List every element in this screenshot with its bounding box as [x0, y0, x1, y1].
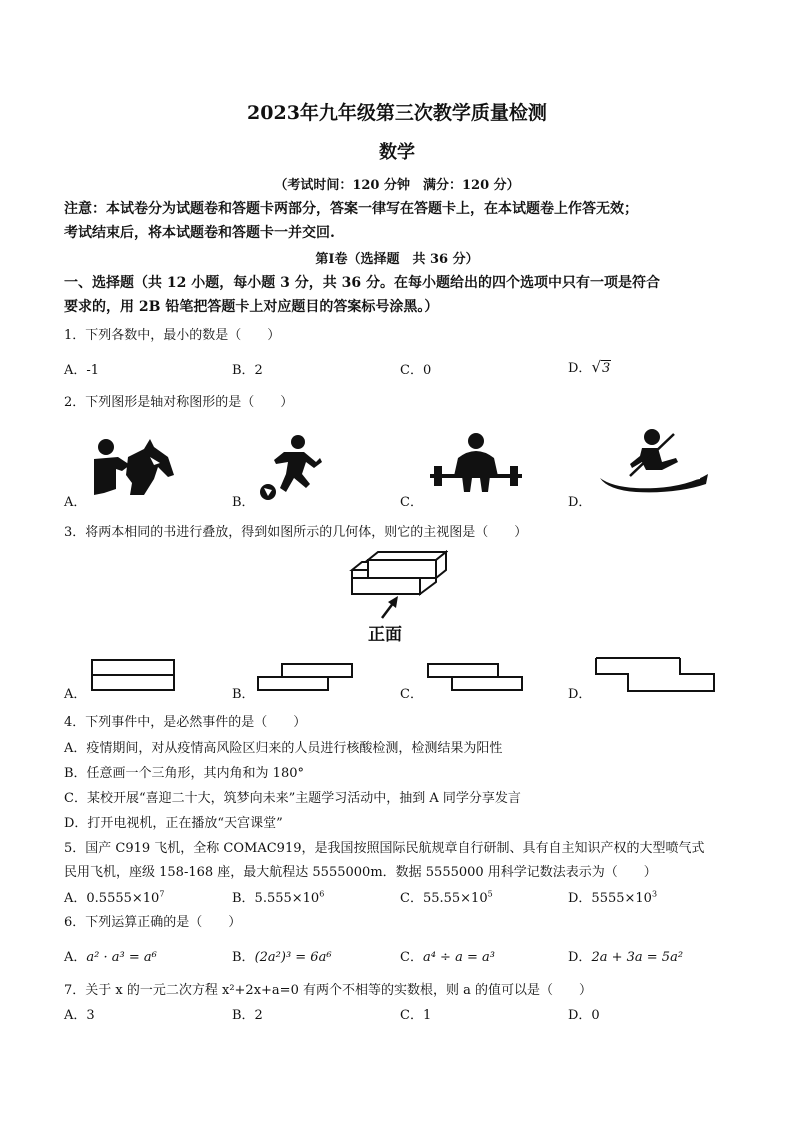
q2-option-c[interactable]: C．: [400, 495, 423, 510]
q1-stem: 1．下列各数中，最小的数是（ ）: [64, 328, 281, 343]
subject-title: 数学: [379, 142, 415, 163]
q5-option-b-base: B．5.555×10: [232, 891, 320, 906]
q6-option-c[interactable]: [400, 946, 495, 965]
q1-option-d-label: D．: [568, 361, 592, 376]
q6-option-a-expression: a² · a³ = a⁶: [86, 950, 157, 965]
q3-option-c[interactable]: C．: [400, 687, 423, 702]
q5-stem-line-1: 5．国产 C919 飞机，全称 COMAC919，是我国按照国际民航规章自行研制、具有自主知识产权的大型喷气式: [64, 841, 705, 856]
front-view-arrow-icon: [378, 594, 402, 620]
q5-option-b-exponent: 6: [319, 889, 325, 899]
q6-stem: 6．下列运算正确的是（ ）: [64, 915, 242, 930]
q1-option-d-radicand: 3: [602, 361, 611, 376]
section-instruction-line-1: 一、选择题（共 12 小题，每小题 3 分，共 36 分。在每小题给出的四个选项中只有一项是符合: [64, 275, 660, 291]
q5-option-b[interactable]: [232, 887, 324, 906]
q5-option-c[interactable]: [400, 887, 493, 906]
q7-stem: 7．关于 x 的一元二次方程 x²+2x+a=0 有两个不相等的实数根，则 a 的值可以是（ ）: [64, 983, 592, 998]
q3-option-b-figure: [256, 662, 354, 692]
q4-option-d[interactable]: D．打开电视机，正在播放“天宫课堂”: [64, 816, 283, 831]
q6-option-d-expression: 2a + 3a = 5a²: [591, 950, 684, 965]
weightlifter-icon: [428, 432, 524, 498]
football-player-icon: [254, 432, 326, 504]
q1-option-b[interactable]: B．2: [232, 363, 263, 378]
q1-option-d[interactable]: [568, 357, 611, 376]
q6-option-c-expression: a⁴ ÷ a = a³: [422, 950, 495, 965]
exam-info: （考试时间：120 分钟 满分：120 分）: [274, 178, 520, 193]
q3-option-d-figure: [594, 656, 716, 694]
q3-option-a-figure: [90, 658, 176, 692]
q4-stem: 4．下列事件中，是必然事件的是（ ）: [64, 715, 307, 730]
front-view-label: 正面: [368, 625, 402, 645]
q5-option-a-exponent: 7: [159, 889, 165, 899]
q6-option-b-expression: (2a²)³ = 6a⁶: [254, 950, 332, 965]
q6-option-d-label: D．: [568, 950, 592, 965]
q5-option-c-base: C．55.55×10: [400, 891, 488, 906]
q1-option-a[interactable]: A．-1: [64, 363, 100, 378]
q3-option-b[interactable]: B．: [232, 687, 255, 702]
q5-option-a[interactable]: [64, 887, 164, 906]
kayaker-icon: [596, 428, 710, 494]
q7-option-d[interactable]: D．0: [568, 1008, 600, 1023]
q4-option-b[interactable]: B．任意画一个三角形，其内角和为 180°: [64, 766, 304, 781]
q5-option-d[interactable]: [568, 887, 657, 906]
q7-option-a[interactable]: A．3: [64, 1008, 95, 1023]
section-instruction-line-2: 要求的，用 2B 铅笔把答题卡上对应题目的答案标号涂黑。）: [64, 299, 439, 315]
q3-option-d[interactable]: D．: [568, 687, 592, 702]
q5-stem-line-2: 民用飞机，座级 158-168 座，最大航程达 5555000m．数据 5555000 用科学记数法表示为（ ）: [64, 865, 657, 880]
q6-option-b[interactable]: [232, 946, 332, 965]
q1-option-c[interactable]: C．0: [400, 363, 432, 378]
q4-option-a[interactable]: A．疫情期间，对从疫情高风险区归来的人员进行核酸检测，检测结果为阳性: [64, 741, 503, 756]
notice-line-1: 注意：本试卷分为试题卷和答题卡两部分，答案一律写在答题卡上，在本试题卷上作答无效；: [64, 201, 638, 217]
q2-stem: 2．下列图形是轴对称图形的是（ ）: [64, 395, 294, 410]
q5-option-c-exponent: 5: [487, 889, 493, 899]
exam-title: 2023年九年级第三次教学质量检测: [247, 102, 547, 124]
sqrt-symbol-icon: √: [591, 358, 601, 376]
q3-option-c-figure: [426, 662, 524, 692]
q2-option-d[interactable]: D．: [568, 495, 592, 510]
q3-stem: 3．将两本相同的书进行叠放，得到如图所示的几何体，则它的主视图是（ ）: [64, 525, 528, 540]
horse-rider-icon: [88, 435, 178, 499]
q2-option-a[interactable]: A．: [64, 495, 87, 510]
q7-option-c[interactable]: C．1: [400, 1008, 432, 1023]
q5-option-d-exponent: 3: [651, 889, 658, 899]
part1-heading: 第Ⅰ卷（选择题 共 36 分）: [315, 252, 479, 267]
q6-option-c-label: C．: [400, 950, 423, 965]
q5-option-a-base: A．0.5555×10: [64, 891, 160, 906]
q6-option-a[interactable]: [64, 946, 157, 965]
q5-option-d-base: D．5555×10: [568, 891, 652, 906]
q6-option-d[interactable]: [568, 946, 683, 965]
q6-option-b-label: B．: [232, 950, 255, 965]
q7-option-b[interactable]: B．2: [232, 1008, 263, 1023]
q4-option-c[interactable]: C．某校开展“喜迎二十大，筑梦向未来”主题学习活动中，抽到 A 同学分享发言: [64, 791, 521, 806]
q6-option-a-label: A．: [64, 950, 87, 965]
notice-line-2: 考试结束后，将本试题卷和答题卡一并交回.: [64, 225, 335, 241]
q3-option-a[interactable]: A．: [64, 687, 87, 702]
q2-option-b[interactable]: B．: [232, 495, 255, 510]
